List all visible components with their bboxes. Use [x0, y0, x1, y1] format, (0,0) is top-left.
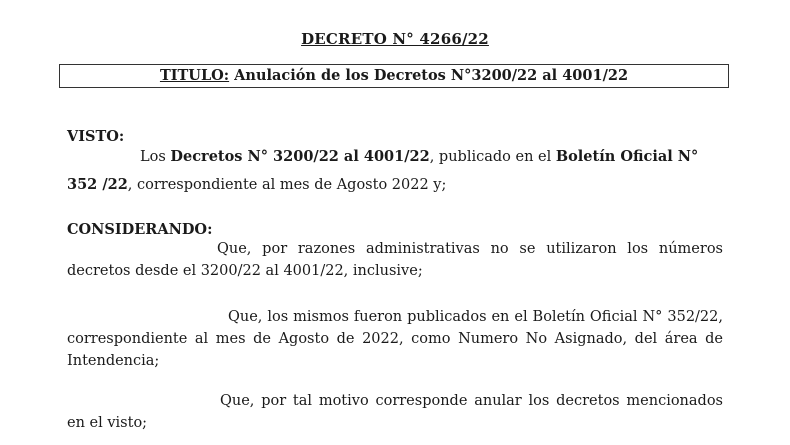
visto-bulletin-ref: Boletín Oficial N°: [555, 148, 699, 165]
considerando-heading: CONSIDERANDO:: [67, 221, 213, 238]
considerando-paragraph-1: Que, por razones administrativas no se utilizaron los números decretos desde el 3200/22 al 4001/22, inclusive;: [67, 241, 723, 279]
title-box: [59, 64, 729, 88]
visto-paragraph: [67, 146, 723, 168]
visto-text-2: , publicado en el: [429, 149, 556, 165]
visto-paragraph-continued: [67, 174, 723, 196]
visto-text-3: , correspondiente al mes de Agosto 2022 y;: [127, 177, 447, 193]
visto-decrees-ref: Decretos N° 3200/22 al 4001/22: [170, 148, 430, 165]
decree-number-heading: DECRETO N° 4266/22: [301, 30, 489, 48]
title-label: TITULO:: [159, 67, 230, 84]
title-text: Anulación de los Decretos N°3200/22 al 4001/22: [229, 67, 629, 84]
visto-heading: VISTO:: [67, 128, 125, 145]
visto-bulletin-number: 352 /22: [67, 176, 128, 193]
considerando-paragraph-3: Que, por tal motivo corresponde anular los decretos mencionados en el visto;: [67, 393, 723, 431]
considerando-paragraph-2: Que, los mismos fueron publicados en el Boletín Oficial N° 352/22, correspondiente al mes de Agosto de 2022, como Numero No Asignado, del área de Intendencia;: [67, 309, 723, 369]
visto-text-1: Los: [140, 149, 171, 165]
